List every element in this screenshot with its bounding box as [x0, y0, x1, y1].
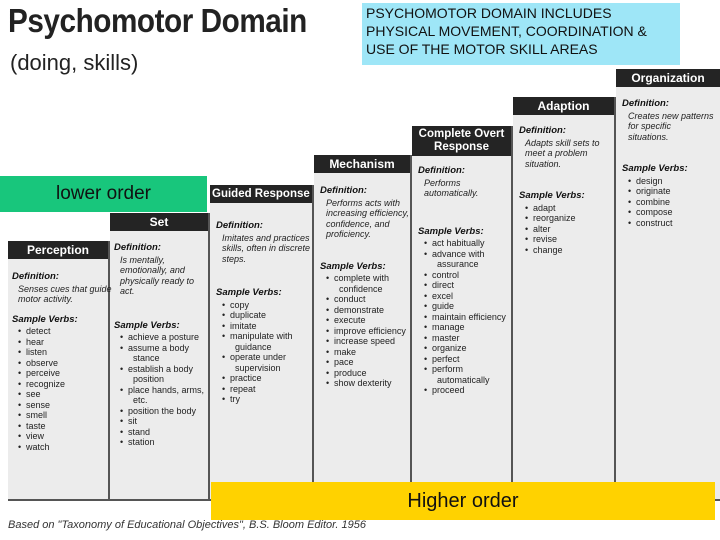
verb-list — [114, 332, 210, 448]
domain-callout: PSYCHOMOTOR DOMAIN INCLUDES PHYSICAL MOVEMENT, COORDINATION & USE OF THE MOTOR SKILL AREAS — [362, 3, 680, 65]
source-citation: Based on "Taxonomy of Educational Objectives", B.S. Bloom Editor. 1956 — [8, 519, 366, 531]
column-complete-overt-response — [418, 166, 514, 396]
verb-item: • construct — [628, 218, 720, 229]
definition-label: Definition: — [519, 125, 566, 136]
verbs-label: Sample Verbs: — [114, 319, 180, 331]
verb-item: • repeat — [222, 384, 314, 395]
definition-text: Is mentally, emotionally, and physically ready to act. — [120, 254, 195, 296]
higher-order-label: Higher order — [211, 482, 715, 520]
level-header-adaption: Adaption — [513, 97, 614, 115]
column-set — [114, 243, 210, 448]
verb-list — [622, 176, 720, 229]
definition-text: Senses cues that guide motor activity. — [18, 283, 112, 304]
verb-item: • produce — [326, 368, 414, 379]
verb-item: • station — [120, 437, 210, 448]
verb-item: • combine — [628, 197, 720, 208]
verb-item: • change — [525, 245, 617, 256]
definition-label: Definition: — [114, 242, 161, 253]
verb-item: • sit — [120, 416, 210, 427]
verb-item: • pace — [326, 357, 414, 368]
verb-item: • conduct — [326, 294, 414, 305]
verb-item: • place hands, arms, etc. — [120, 385, 210, 406]
verb-item: • proceed — [424, 385, 514, 396]
verb-item: • execute — [326, 315, 414, 326]
verb-item: • smell — [18, 410, 112, 421]
verb-item: • show dexterity — [326, 378, 414, 389]
level-header-perception: Perception — [8, 241, 108, 259]
verbs-label: Sample Verbs: — [12, 313, 78, 325]
verb-item: • make — [326, 347, 414, 358]
verb-item: • try — [222, 394, 314, 405]
definition-label: Definition: — [320, 185, 367, 196]
page-subtitle: (doing, skills) — [10, 50, 139, 75]
level-header-organization: Organization — [616, 69, 720, 87]
verb-list — [216, 300, 314, 405]
verb-item: • assume a body stance — [120, 343, 210, 364]
verb-item: • position the body — [120, 406, 210, 417]
verb-item: • taste — [18, 421, 112, 432]
verb-list — [418, 238, 514, 396]
definition-label: Definition: — [622, 98, 669, 109]
verb-item: • maintain efficiency — [424, 312, 514, 323]
verb-item: • operate under supervision — [222, 352, 314, 373]
verb-item: • perform automatically — [424, 364, 514, 385]
verb-item: • practice — [222, 373, 314, 384]
verbs-label: Sample Verbs: — [216, 287, 282, 298]
verb-item: • direct — [424, 280, 514, 291]
verb-item: • guide — [424, 301, 514, 312]
column-mechanism — [320, 186, 414, 389]
level-header-mechanism: Mechanism — [314, 155, 410, 173]
level-header-complete-overt-response: Complete Overt Response — [412, 126, 511, 156]
verb-item: • manipulate with guidance — [222, 331, 314, 352]
verb-item: • demonstrate — [326, 305, 414, 316]
page-title: Psychomotor Domain — [8, 2, 307, 39]
definition-text: Creates new patterns for specific situations. — [628, 110, 714, 142]
level-header-guided-response: Guided Response — [210, 185, 312, 203]
verb-item: • master — [424, 333, 514, 344]
verb-item: • complete with confidence — [326, 273, 414, 294]
verb-item: • originate — [628, 186, 720, 197]
verb-item: • establish a body position — [120, 364, 210, 385]
verb-item: • watch — [18, 442, 112, 453]
verb-item: • hear — [18, 337, 112, 348]
verb-item: • manage — [424, 322, 514, 333]
verb-item: • copy — [222, 300, 314, 311]
verb-item: • design — [628, 176, 720, 187]
verb-item: • improve efficiency — [326, 326, 414, 337]
verb-item: • organize — [424, 343, 514, 354]
definition-text: Adapts skill sets to meet a problem situation. — [525, 137, 600, 169]
verb-item: • compose — [628, 207, 720, 218]
verb-item: • adapt — [525, 203, 617, 214]
verb-item: • view — [18, 431, 112, 442]
verbs-label: Sample Verbs: — [519, 190, 585, 201]
verb-item: • detect — [18, 326, 112, 337]
verb-item: • stand — [120, 427, 210, 438]
verb-item: • advance with assurance — [424, 249, 514, 270]
verb-item: • excel — [424, 291, 514, 302]
verb-item: • duplicate — [222, 310, 314, 321]
verb-item: • perceive — [18, 368, 112, 379]
verbs-label: Sample Verbs: — [320, 260, 386, 272]
level-header-set: Set — [110, 213, 208, 231]
verb-item: • sense — [18, 400, 112, 411]
verb-item: • see — [18, 389, 112, 400]
verb-item: • reorganize — [525, 213, 617, 224]
verbs-label: Sample Verbs: — [418, 225, 484, 237]
definition-text: Performs automatically. — [424, 177, 479, 198]
verb-item: • listen — [18, 347, 112, 358]
verb-item: • perfect — [424, 354, 514, 365]
verb-list — [320, 273, 414, 389]
definition-label: Definition: — [216, 220, 263, 231]
definition-text: Performs acts with increasing efficiency, confidence, and proficiency. — [326, 197, 409, 239]
column-organization — [622, 99, 720, 228]
verb-list — [519, 203, 617, 256]
verb-item: • control — [424, 270, 514, 281]
definition-label: Definition: — [12, 271, 59, 282]
verb-item: • increase speed — [326, 336, 414, 347]
verb-item: • observe — [18, 358, 112, 369]
column-perception — [12, 272, 112, 452]
definition-label: Definition: — [418, 165, 465, 176]
column-guided-response — [216, 221, 314, 405]
verb-item: • act habitually — [424, 238, 514, 249]
lower-order-label: lower order — [0, 176, 207, 212]
definition-text: Imitates and practices skills, often in discrete steps. — [222, 232, 311, 264]
verb-item: • alter — [525, 224, 617, 235]
verbs-label: Sample Verbs: — [622, 163, 688, 174]
verb-list — [12, 326, 112, 452]
verb-item: • achieve a posture — [120, 332, 210, 343]
verb-item: • imitate — [222, 321, 314, 332]
column-adaption — [519, 126, 617, 255]
verb-item: • recognize — [18, 379, 112, 390]
verb-item: • revise — [525, 234, 617, 245]
